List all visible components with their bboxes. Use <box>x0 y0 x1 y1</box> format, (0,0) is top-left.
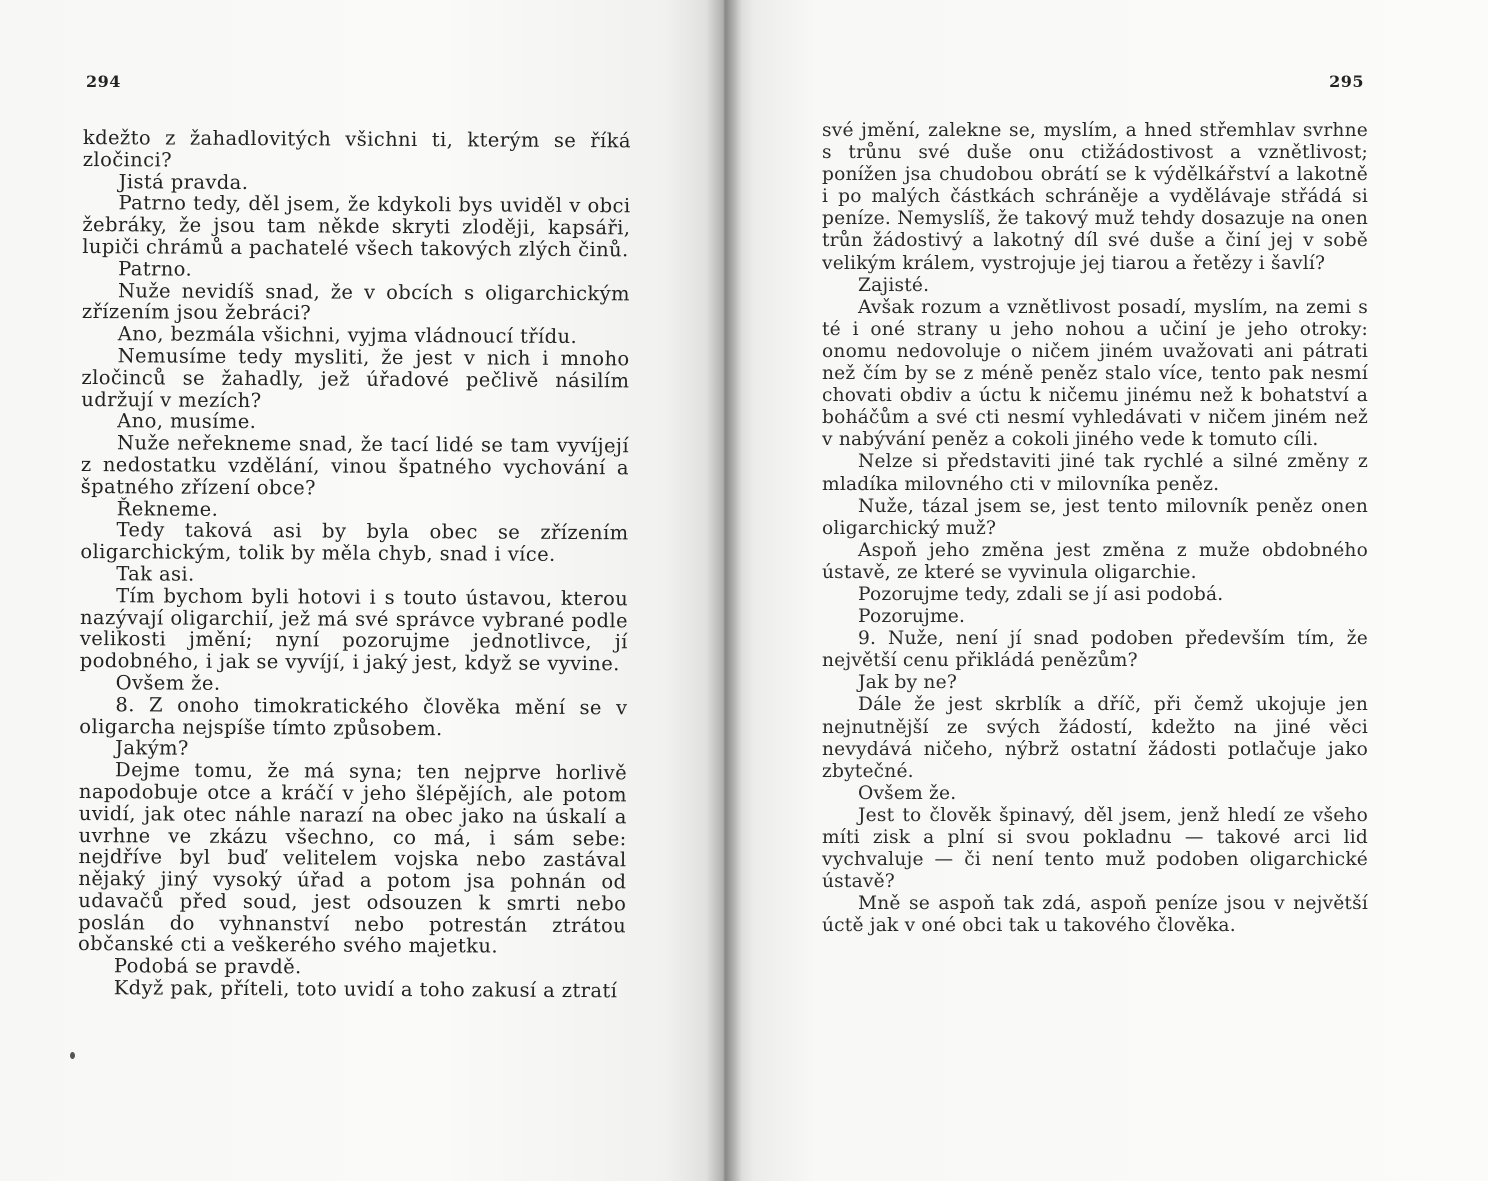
paragraph: Zajisté. <box>858 274 930 296</box>
paragraph: Dejme tomu, že má syna; ten nejprve horlivě napodobuje otce a kráčí v jeho šlépějích, ale potom uvidí, jak otec náhle narazí na obec jako na úskalí a uvrhne ve zkázu všechno, co má, i sám sebe: nejdříve byl buď velitelem vojska nebo zastával nějaký jiný vysoký úřad a potom jsa pohnán od udavačů před soud, jest odsouzen k smrti nebo poslán do vyhnanství nebo potrestán ztrátou občanské cti a veškerého svého majetku. <box>77 758 628 959</box>
right-page <box>724 0 1488 1181</box>
paragraph: Tedy taková asi by byla obec se zřízením oligarchickým, tolik by měla chyb, snad i více. <box>80 518 629 567</box>
page-text <box>78 127 631 1002</box>
paragraph: Pozorujme tedy, zdali se jí asi podobá. <box>858 583 1224 605</box>
paragraph: kdežto z žahadlovitých všichni ti, kterým se říká zločinci? <box>82 126 631 172</box>
paragraph: Tím bychom byli hotovi i s touto ústavou, kterou nazývají oligarchií, jež má své správce vybrané podle velikosti jmění; nyní pozorujme jednotlivce, jí podobného, i jak se vyvíjí, i jaký jest, když se vyvine. <box>79 583 629 676</box>
paragraph: Jak by ne? <box>858 672 957 694</box>
paragraph: Mně se aspoň tak zdá, aspoň peníze jsou v největší úctě jak v oné obci tak u takového člověka. <box>822 893 1368 937</box>
paragraph: Ovšem že. <box>115 671 221 695</box>
paragraph: Jistá pravda. <box>118 169 249 194</box>
ink-speck <box>70 1052 75 1059</box>
paragraph: Tak asi. <box>116 562 195 586</box>
paragraph: Nuže nevidíš snad, že v obcích s oligarchickým zřízením jsou žebráci? <box>81 278 631 325</box>
paragraph: Nuže neřekneme snad, že tací lidé se tam vyvíjejí z nedostatku vzdělání, vinou špatného vychování a špatného zřízení obce? <box>80 431 630 500</box>
paragraph: Nuže, tázal jsem se, jest tento milovník peněz onen oligarchický muž? <box>822 495 1368 539</box>
paragraph: Ovšem že. <box>858 782 957 804</box>
paragraph: Nelze si představiti jiné tak rychlé a silné změny z mladíka milovného cti v milovníka peněz. <box>822 451 1368 495</box>
paragraph: Když pak, příteli, toto uvidí a toho zakusí a ztratí <box>113 976 618 1003</box>
left-page <box>0 0 724 1181</box>
paragraph: Patrno tedy, děl jsem, že kdykoli bys uviděl v obci žebráky, že jsou tam někde skryti zloději, kapsáři, lupiči chrámů a pachatelé všech takových zlých činů. <box>82 191 631 262</box>
page-text <box>822 120 1368 937</box>
paragraph: Jest to člověk špinavý, děl jsem, jenž hledí ze všeho míti zisk a plní si svou pokladnu — takové arci lid vychvaluje — či není tento muž podoben oligarchické ústavě? <box>822 804 1368 893</box>
paragraph: své jmění, zalekne se, myslím, a hned střemhlav svrhne s trůnu své duše onu ctižádostivost a vznětlivost; ponížen jsa chudobou obrátí se k výdělkářství a lakotně i po malých částkách schráněje a vydělávaje střádá si peníze. Nemyslíš, že takový muž tehdy dosazuje na onen trůn žádostivý a lakotný díl své duše a činí jej v sobě velikým králem, vystrojuje jej tiarou a řetězy i šavlí? <box>822 120 1368 274</box>
page-number: 295 <box>1329 72 1364 91</box>
paragraph: Pozorujme. <box>858 606 966 628</box>
paragraph: Nemusíme tedy mysliti, že jest v nich i mnoho zločinců se žahadly, jež úřadové pečlivě násilím udržují v mezích? <box>81 344 630 412</box>
book-gutter <box>706 0 742 1181</box>
paragraph: 9. Nuže, není jí snad podoben především tím, že největší cenu přikládá penězům? <box>822 628 1368 672</box>
paragraph: 8. Z onoho timokratického člověka mění se v oligarcha nejspíše tímto způsobem. <box>79 692 628 740</box>
paragraph: Avšak rozum a vznětlivost posadí, myslím, na zemi s té i oné strany u jeho nohou a učiní je jeho otroky: onomu nedovoluje o ničem jiném uvažovati ani pátrati než čím by se z méně peněz stalo více, tento pak nesmí chovati obdiv a úctu k ničemu jinému než k bohatství a boháčům a své cti nesmí vyhledávati v ničem jiném než v nabývání peněz a cokoli jiného vede k tomuto cíli. <box>822 296 1368 451</box>
paragraph: Aspoň jeho změna jest změna z muže obdobného ústavě, ze které se vyvinula oligarchie. <box>822 539 1368 583</box>
page-number: 294 <box>86 72 121 91</box>
paragraph: Ano, musíme. <box>117 409 257 434</box>
paragraph: Řekneme. <box>116 496 219 521</box>
paragraph: Patrno. <box>118 256 193 281</box>
paragraph: Jakým? <box>115 736 189 760</box>
paragraph: Dále že jest skrblík a dříč, při čemž ukojuje jen nejnutnější ze svých žádostí, kdežto na jiné věci nevydává ničeho, nýbrž ostatní žádosti potlačuje jako zbytečné. <box>822 694 1368 782</box>
paragraph: Podobá se pravdě. <box>113 954 302 979</box>
paragraph: Ano, bezmála všichni, vyjma vládnoucí třídu. <box>117 322 578 349</box>
